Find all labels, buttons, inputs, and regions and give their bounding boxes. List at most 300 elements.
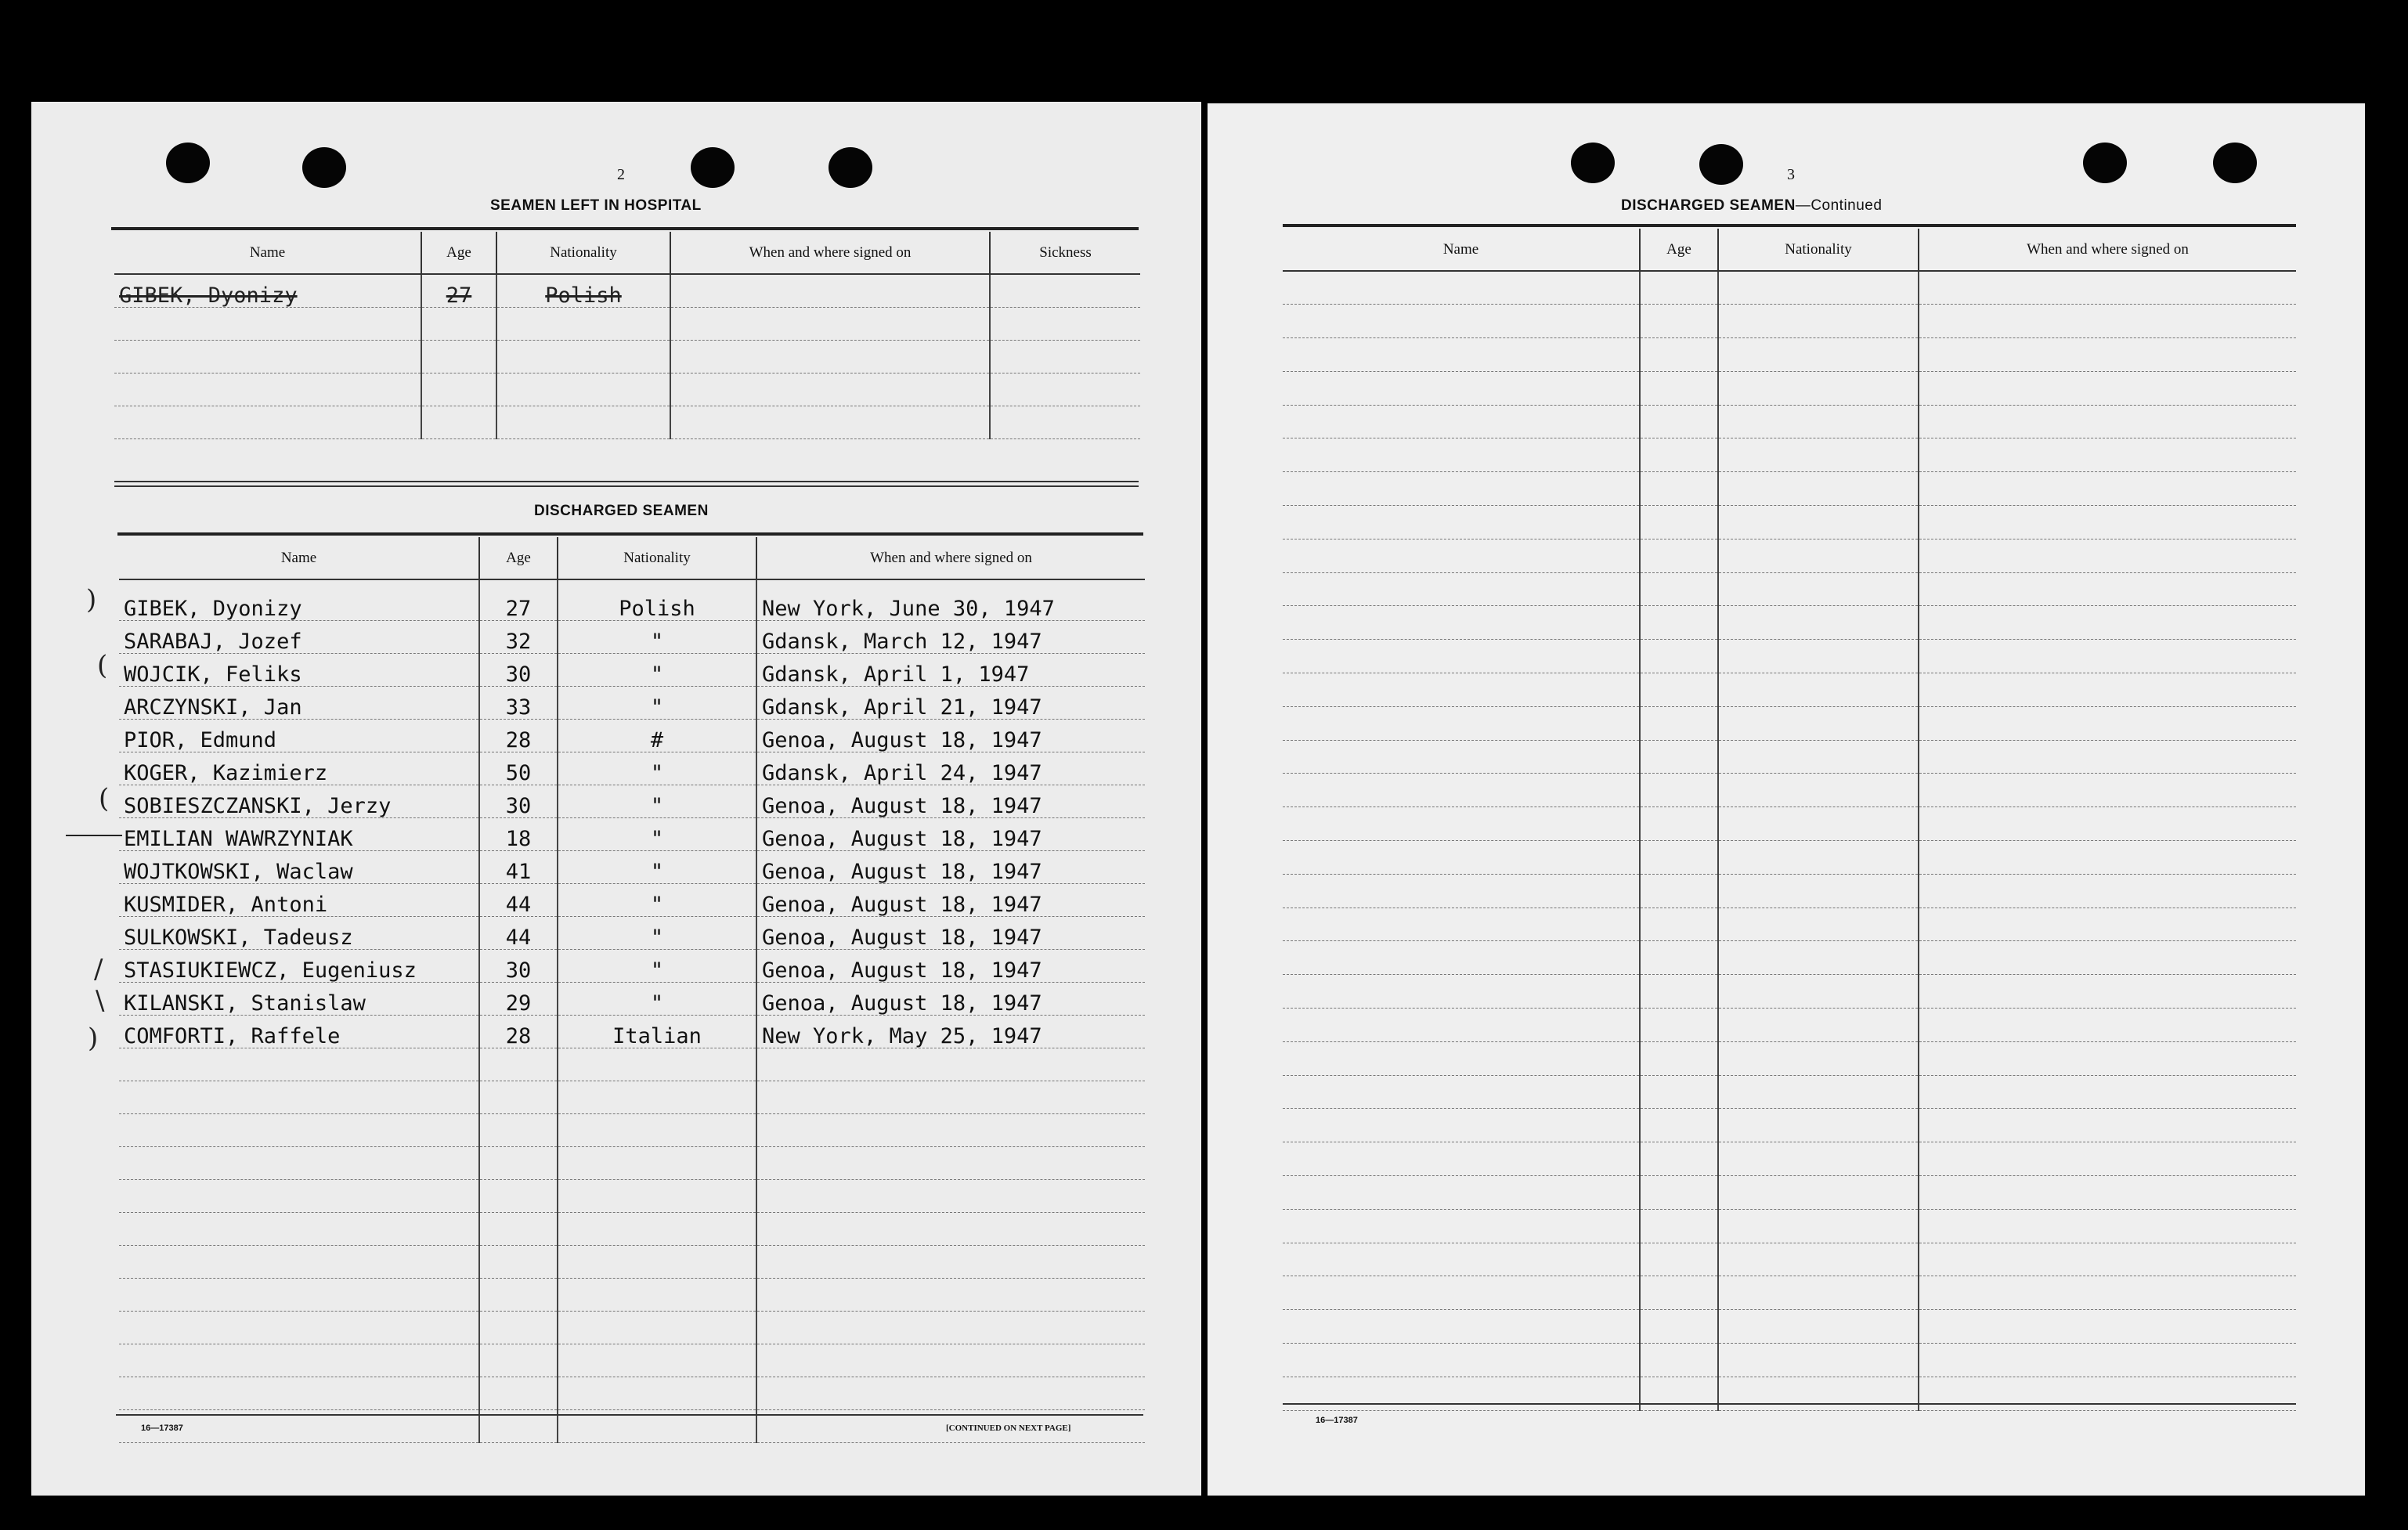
cell-name	[1283, 774, 1640, 807]
cell-name: GIBEK, Dyonizy	[114, 274, 421, 307]
cell-age	[1640, 1310, 1718, 1344]
cell-signed-on	[1919, 1009, 2296, 1042]
cell-nationality: "	[558, 785, 756, 817]
cell-signed-on	[1919, 941, 2296, 975]
cell-nationality: Polish	[496, 274, 670, 307]
cell-nationality	[1718, 1310, 1919, 1344]
cell-signed-on	[756, 1146, 1145, 1179]
table-row	[1283, 1310, 2296, 1344]
cell-name	[1283, 539, 1640, 572]
discharged-table	[119, 537, 1145, 1443]
table-row	[1283, 305, 2296, 338]
cell-nationality: "	[558, 686, 756, 719]
cell-nationality	[558, 1048, 756, 1081]
cell-age	[1640, 1344, 1718, 1377]
check-mark: (	[99, 783, 110, 814]
right-page	[1208, 103, 2365, 1496]
cell-name	[1283, 1209, 1640, 1243]
table-row	[1283, 774, 2296, 807]
cell-signed-on	[1919, 1142, 2296, 1176]
cell-name	[1283, 1377, 1640, 1410]
table-row	[119, 1113, 1145, 1146]
cell-nationality: "	[558, 752, 756, 785]
cell-nationality	[1718, 438, 1919, 472]
table-row	[1283, 472, 2296, 506]
cell-nationality	[1718, 338, 1919, 372]
cell-age	[479, 1377, 558, 1409]
cell-signed-on: Gdansk, March 12, 1947	[756, 620, 1145, 653]
table-row	[119, 1311, 1145, 1344]
cell-nationality	[1718, 1075, 1919, 1109]
cell-nationality: #	[558, 719, 756, 752]
cell-nationality	[1718, 1176, 1919, 1210]
page-number: 3	[1787, 166, 1795, 183]
divider	[1283, 224, 2296, 227]
cell-name	[119, 1081, 479, 1113]
cell-name: EMILIAN WAWRZYNIAK	[119, 817, 479, 850]
cell-signed-on	[1919, 405, 2296, 438]
cell-name	[1283, 1142, 1640, 1176]
cell-name	[119, 1311, 479, 1344]
cell-age	[1640, 1209, 1718, 1243]
cell-name: COMFORTI, Raffele	[119, 1015, 479, 1048]
cell-age	[1640, 841, 1718, 875]
table-row	[1283, 1041, 2296, 1075]
cell-nationality	[1718, 572, 1919, 606]
column-header-nationality: Nationality	[1718, 229, 1919, 271]
cell-signed-on	[1919, 975, 2296, 1009]
section-title-suffix: —Continued	[1795, 197, 1883, 214]
cell-signed-on	[756, 1048, 1145, 1081]
cell-age	[1640, 405, 1718, 438]
cell-name	[119, 1113, 479, 1146]
table-row	[119, 916, 1145, 949]
cell-signed-on	[756, 1278, 1145, 1311]
cell-age	[1640, 807, 1718, 841]
column-header-name: Name	[1283, 229, 1640, 271]
check-mark: )	[88, 1023, 99, 1054]
cell-signed-on	[1919, 774, 2296, 807]
divider	[111, 227, 1139, 230]
continued-table	[1283, 229, 2296, 1411]
cell-age	[1640, 271, 1718, 305]
cell-name	[1283, 472, 1640, 506]
cell-age	[421, 340, 496, 373]
cell-signed-on	[1919, 506, 2296, 539]
cell-signed-on	[1919, 908, 2296, 941]
cell-name	[1283, 975, 1640, 1009]
cell-signed-on	[1919, 472, 2296, 506]
cell-signed-on: Genoa, August 18, 1947	[756, 916, 1145, 949]
cell-name	[119, 1278, 479, 1311]
cell-name	[119, 1344, 479, 1377]
cell-signed-on: Genoa, August 18, 1947	[756, 982, 1145, 1015]
cell-signed-on: Gdansk, April 21, 1947	[756, 686, 1145, 719]
cell-name	[1283, 1041, 1640, 1075]
cell-nationality	[1718, 673, 1919, 707]
cell-signed-on	[1919, 305, 2296, 338]
cell-name: KUSMIDER, Antoni	[119, 883, 479, 916]
cell-age: 44	[479, 916, 558, 949]
cell-nationality: "	[558, 817, 756, 850]
cell-signed-on	[756, 1113, 1145, 1146]
cell-nationality	[1718, 606, 1919, 640]
cell-signed-on	[1919, 1041, 2296, 1075]
cell-signed-on	[1919, 1243, 2296, 1276]
cell-signed-on	[1919, 1176, 2296, 1210]
cell-nationality	[496, 373, 670, 406]
cell-nationality	[1718, 405, 1919, 438]
cell-nationality	[1718, 774, 1919, 807]
table-row	[1283, 405, 2296, 438]
cell-signed-on	[1919, 740, 2296, 774]
table-row	[1283, 338, 2296, 372]
cell-age	[479, 1048, 558, 1081]
cell-age	[421, 406, 496, 438]
cell-name	[1283, 908, 1640, 941]
cell-name	[1283, 1109, 1640, 1142]
cell-signed-on	[1919, 1109, 2296, 1142]
form-number: 16—17387	[1316, 1416, 1358, 1425]
table-row	[1283, 874, 2296, 908]
cell-name: SULKOWSKI, Tadeusz	[119, 916, 479, 949]
table-row	[114, 340, 1140, 373]
cell-name: STASIUKIEWCZ, Eugeniusz	[119, 949, 479, 982]
cell-name	[1283, 706, 1640, 740]
cell-name	[114, 307, 421, 340]
cell-nationality	[1718, 1377, 1919, 1410]
continued-note: [CONTINUED ON NEXT PAGE]	[946, 1424, 1071, 1433]
cell-name	[1283, 1075, 1640, 1109]
cell-age	[1640, 472, 1718, 506]
cell-nationality	[558, 1179, 756, 1212]
table-row	[1283, 271, 2296, 305]
cell-name	[1283, 271, 1640, 305]
cell-age: 50	[479, 752, 558, 785]
cell-nationality	[1718, 740, 1919, 774]
cell-name	[119, 1146, 479, 1179]
cell-name	[1283, 405, 1640, 438]
cell-nationality	[558, 1146, 756, 1179]
cell-age	[479, 1081, 558, 1113]
cell-nationality: "	[558, 949, 756, 982]
cell-nationality	[496, 307, 670, 340]
cell-signed-on	[1919, 706, 2296, 740]
table-row	[119, 1081, 1145, 1113]
cell-name	[1283, 438, 1640, 472]
cell-age	[1640, 874, 1718, 908]
column-header-nationality: Nationality	[496, 232, 670, 274]
cell-nationality	[1718, 874, 1919, 908]
cell-signed-on	[756, 1179, 1145, 1212]
left-page	[31, 102, 1201, 1496]
divider	[114, 481, 1139, 482]
cell-age	[1640, 1075, 1718, 1109]
cell-age	[1640, 908, 1718, 941]
table-row	[119, 752, 1145, 785]
cell-name	[1283, 1176, 1640, 1210]
cell-age	[1640, 506, 1718, 539]
cell-name	[114, 406, 421, 438]
cell-age	[479, 1344, 558, 1377]
cell-signed-on: Genoa, August 18, 1947	[756, 850, 1145, 883]
hospital-section-title: SEAMEN LEFT IN HOSPITAL	[490, 197, 702, 214]
cell-signed-on: Genoa, August 18, 1947	[756, 719, 1145, 752]
cell-age	[1640, 673, 1718, 707]
page-number: 2	[617, 166, 625, 183]
divider	[114, 485, 1139, 487]
cell-name	[1283, 807, 1640, 841]
cell-name	[1283, 1344, 1640, 1377]
table-row	[1283, 1176, 2296, 1210]
cell-age: 30	[479, 949, 558, 982]
cell-sickness	[990, 373, 1140, 406]
table-row	[1283, 640, 2296, 673]
cell-signed-on	[756, 1081, 1145, 1113]
cell-name: GIBEK, Dyonizy	[119, 579, 479, 620]
cell-nationality	[1718, 371, 1919, 405]
table-row	[119, 785, 1145, 817]
cell-nationality: "	[558, 982, 756, 1015]
cell-age	[479, 1245, 558, 1278]
table-row	[119, 620, 1145, 653]
check-mark: )	[86, 584, 97, 615]
cell-age	[1640, 941, 1718, 975]
cell-age: 44	[479, 883, 558, 916]
cell-signed-on	[670, 307, 990, 340]
cell-name: ARCZYNSKI, Jan	[119, 686, 479, 719]
punch-hole	[2083, 143, 2127, 183]
punch-hole	[302, 147, 346, 188]
table-row	[114, 373, 1140, 406]
cell-age	[1640, 1041, 1718, 1075]
table-row	[119, 686, 1145, 719]
cell-sickness	[990, 274, 1140, 307]
column-header-age: Age	[479, 537, 558, 579]
cell-nationality	[1718, 539, 1919, 572]
table-row	[1283, 539, 2296, 572]
table-row	[1283, 841, 2296, 875]
table-row	[114, 307, 1140, 340]
cell-age	[1640, 1009, 1718, 1042]
column-header-sickness: Sickness	[990, 232, 1140, 274]
cell-age: 33	[479, 686, 558, 719]
cell-name: SARABAJ, Jozef	[119, 620, 479, 653]
cell-signed-on	[1919, 271, 2296, 305]
cell-signed-on	[1919, 841, 2296, 875]
cell-age	[1640, 1276, 1718, 1310]
table-row	[119, 1278, 1145, 1311]
cell-signed-on: Genoa, August 18, 1947	[756, 883, 1145, 916]
cell-name	[114, 373, 421, 406]
table-row	[119, 982, 1145, 1015]
table-row	[1283, 673, 2296, 707]
check-mark: \	[96, 985, 105, 1016]
cell-signed-on	[1919, 640, 2296, 673]
cell-age	[1640, 975, 1718, 1009]
cell-age	[1640, 371, 1718, 405]
cell-age	[479, 1212, 558, 1245]
cell-signed-on	[670, 406, 990, 438]
cell-age: 29	[479, 982, 558, 1015]
cell-signed-on	[1919, 371, 2296, 405]
cell-age	[479, 1179, 558, 1212]
cell-nationality: Italian	[558, 1015, 756, 1048]
cell-signed-on: Genoa, August 18, 1947	[756, 785, 1145, 817]
cell-age: 30	[479, 785, 558, 817]
cell-age: 32	[479, 620, 558, 653]
column-header-nationality: Nationality	[558, 537, 756, 579]
cell-name	[1283, 371, 1640, 405]
cell-nationality	[558, 1278, 756, 1311]
cell-sickness	[990, 307, 1140, 340]
table-row	[1283, 1009, 2296, 1042]
cell-age	[1640, 539, 1718, 572]
cell-name: PIOR, Edmund	[119, 719, 479, 752]
cell-nationality	[558, 1245, 756, 1278]
table-row	[1283, 807, 2296, 841]
dash-mark	[66, 835, 122, 836]
cell-name: KOGER, Kazimierz	[119, 752, 479, 785]
column-header-name: Name	[119, 537, 479, 579]
cell-nationality	[1718, 271, 1919, 305]
form-number: 16—17387	[141, 1424, 183, 1433]
cell-nationality	[1718, 1109, 1919, 1142]
cell-name	[119, 1048, 479, 1081]
cell-name: WOJTKOWSKI, Waclaw	[119, 850, 479, 883]
cell-name	[1283, 673, 1640, 707]
cell-age	[1640, 1176, 1718, 1210]
cell-age	[1640, 438, 1718, 472]
cell-signed-on	[756, 1311, 1145, 1344]
cell-name	[119, 1212, 479, 1245]
table-row	[1283, 908, 2296, 941]
table-row	[1283, 706, 2296, 740]
table-row	[119, 817, 1145, 850]
cell-nationality	[1718, 1009, 1919, 1042]
cell-signed-on	[1919, 438, 2296, 472]
cell-nationality	[558, 1311, 756, 1344]
cell-name	[119, 1179, 479, 1212]
cell-signed-on	[756, 1245, 1145, 1278]
cell-signed-on: Gdansk, April 1, 1947	[756, 653, 1145, 686]
cell-signed-on	[1919, 673, 2296, 707]
cell-nationality	[558, 1212, 756, 1245]
punch-hole	[691, 147, 735, 188]
cell-age	[1640, 1109, 1718, 1142]
cell-nationality: "	[558, 850, 756, 883]
cell-age	[479, 1113, 558, 1146]
cell-signed-on	[1919, 1344, 2296, 1377]
table-row	[119, 653, 1145, 686]
cell-signed-on: New York, May 25, 1947	[756, 1015, 1145, 1048]
cell-name	[1283, 740, 1640, 774]
cell-nationality	[496, 340, 670, 373]
cell-nationality	[1718, 1243, 1919, 1276]
cell-age	[479, 1311, 558, 1344]
cell-nationality: Polish	[558, 579, 756, 620]
continued-section-title	[1621, 197, 1882, 215]
cell-nationality	[1718, 908, 1919, 941]
column-header-age: Age	[421, 232, 496, 274]
cell-nationality	[1718, 1041, 1919, 1075]
divider	[116, 1414, 1143, 1416]
table-row	[1283, 975, 2296, 1009]
column-header-signed-on: When and where signed on	[756, 537, 1145, 579]
cell-age: 41	[479, 850, 558, 883]
cell-signed-on	[670, 274, 990, 307]
table-row	[119, 1377, 1145, 1409]
cell-signed-on: Gdansk, April 24, 1947	[756, 752, 1145, 785]
table-row	[1283, 1243, 2296, 1276]
cell-name	[1283, 1243, 1640, 1276]
divider	[117, 532, 1143, 536]
cell-signed-on: New York, June 30, 1947	[756, 579, 1145, 620]
table-row	[119, 579, 1145, 620]
cell-age	[421, 373, 496, 406]
cell-nationality: "	[558, 883, 756, 916]
cell-nationality	[1718, 1344, 1919, 1377]
table-row	[1283, 1109, 2296, 1142]
discharged-section-title: DISCHARGED SEAMEN	[534, 503, 709, 519]
cell-age	[1640, 305, 1718, 338]
cell-nationality: "	[558, 620, 756, 653]
table-row	[119, 719, 1145, 752]
table-row	[119, 1015, 1145, 1048]
punch-hole	[829, 147, 872, 188]
section-title-text: DISCHARGED SEAMEN	[1621, 197, 1796, 214]
cell-name	[1283, 506, 1640, 539]
cell-age	[1640, 1377, 1718, 1410]
cell-age	[479, 1278, 558, 1311]
table-row	[1283, 941, 2296, 975]
cell-name	[114, 340, 421, 373]
cell-age	[1640, 338, 1718, 372]
table-row	[114, 274, 1140, 307]
cell-signed-on	[1919, 1276, 2296, 1310]
cell-sickness	[990, 406, 1140, 438]
hospital-table	[114, 232, 1140, 439]
cell-signed-on	[1919, 606, 2296, 640]
table-row	[1283, 1209, 2296, 1243]
cell-signed-on	[1919, 1075, 2296, 1109]
cell-signed-on	[1919, 1310, 2296, 1344]
punch-hole	[2213, 143, 2257, 183]
cell-nationality	[1718, 841, 1919, 875]
cell-nationality	[1718, 941, 1919, 975]
cell-age: 28	[479, 719, 558, 752]
divider	[1283, 1403, 2296, 1405]
cell-age	[1640, 606, 1718, 640]
cell-nationality	[496, 406, 670, 438]
table-row	[1283, 506, 2296, 539]
cell-signed-on	[756, 1212, 1145, 1245]
table-row	[119, 1146, 1145, 1179]
cell-nationality	[558, 1113, 756, 1146]
table-row	[1283, 371, 2296, 405]
punch-hole	[166, 143, 210, 183]
check-mark: (	[97, 650, 108, 681]
table-row	[114, 406, 1140, 438]
cell-nationality	[1718, 807, 1919, 841]
cell-name	[1283, 874, 1640, 908]
cell-age	[1640, 774, 1718, 807]
cell-age: 18	[479, 817, 558, 850]
cell-age: 30	[479, 653, 558, 686]
cell-signed-on	[756, 1377, 1145, 1409]
table-row	[1283, 1142, 2296, 1176]
cell-nationality	[558, 1081, 756, 1113]
